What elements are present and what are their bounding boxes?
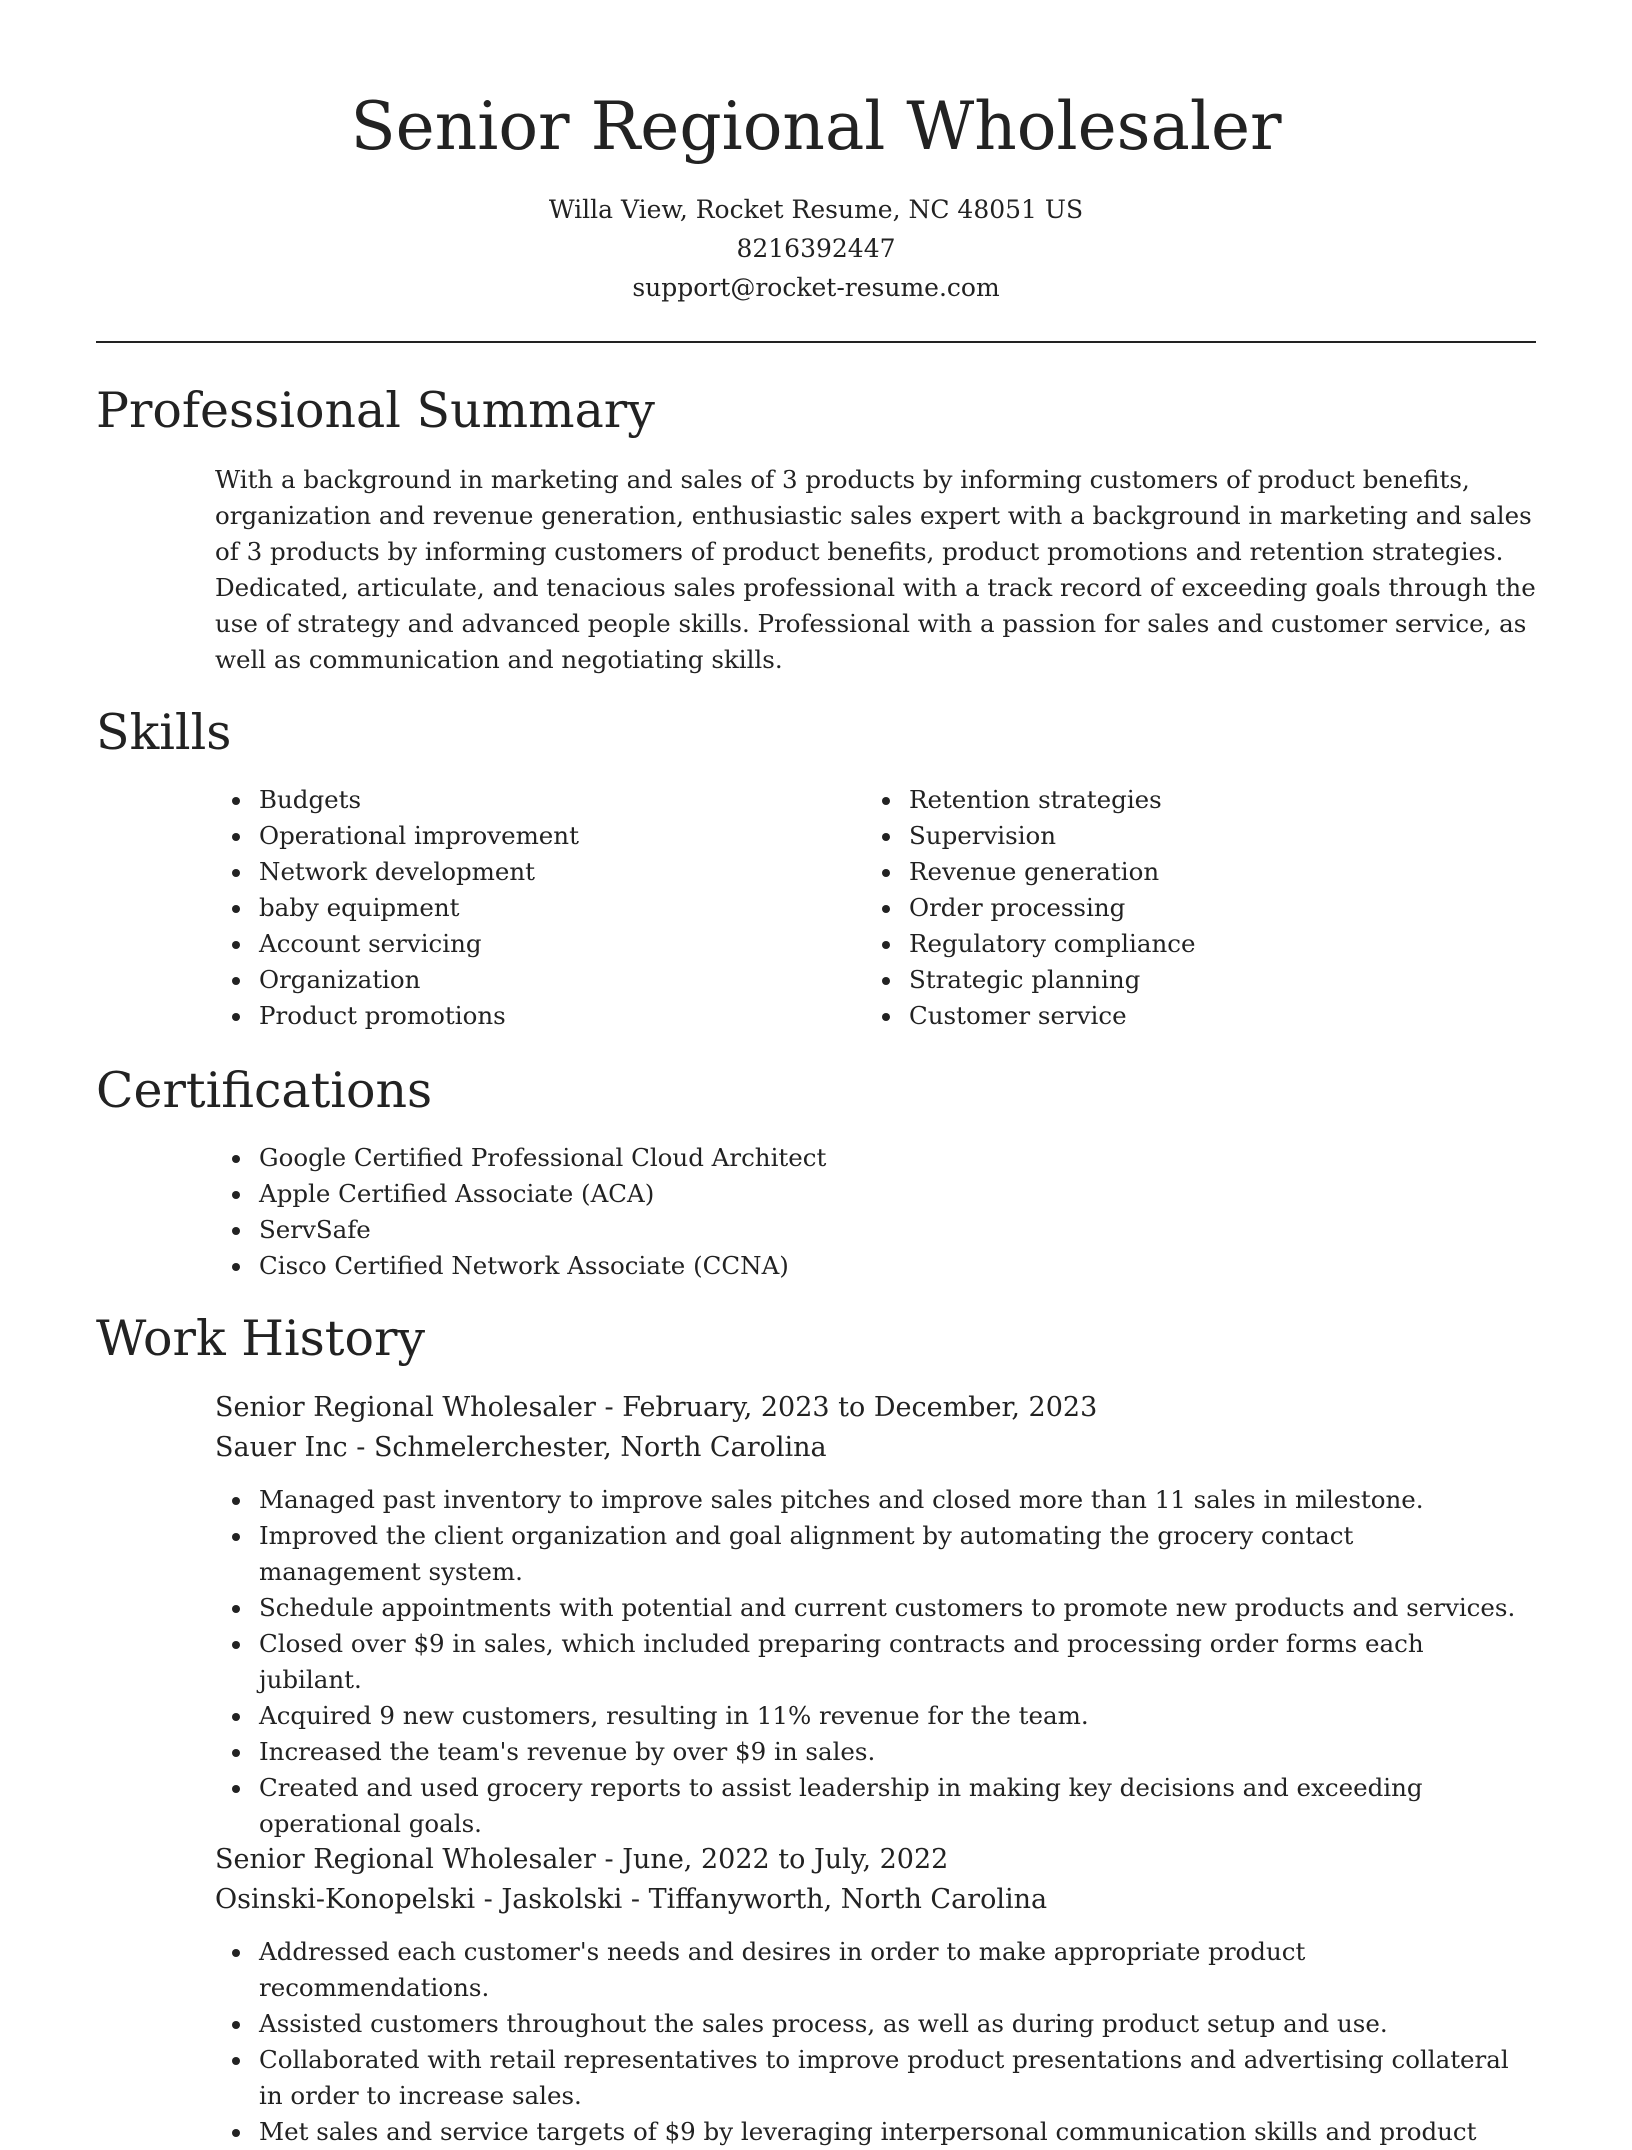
contact-address: Willa View, Rocket Resume, NC 48051 US (548, 195, 1084, 224)
job-duty: Addressed each customer's needs and desires in order to make appropriate product recommendations. (215, 1934, 1520, 2006)
header-divider (96, 341, 1536, 343)
skill-item: baby equipment (215, 890, 815, 926)
job-duty: Schedule appointments with potential and current customers to promote new products and services. (215, 1590, 1520, 1626)
skills-list-left (215, 782, 815, 1034)
separator: - (622, 1884, 649, 1915)
separator: - (595, 1844, 623, 1875)
job-company-line (215, 1428, 827, 1468)
summary-heading: Professional Summary (96, 382, 655, 439)
skill-item: Order processing (865, 890, 1515, 926)
job-company: Sauer Inc (215, 1432, 348, 1463)
job-duties-list (215, 1934, 1520, 2150)
work-history-heading: Work History (96, 1310, 426, 1367)
job-duty: Met sales and service targets of $9 by leveraging interpersonal communication skills and product (215, 2114, 1520, 2150)
skill-item: Customer service (865, 998, 1515, 1034)
skill-item: Network development (215, 854, 815, 890)
skill-item: Organization (215, 962, 815, 998)
job-duty: Collaborated with retail representatives to improve product presentations and advertising collateral in order to increase sales. (215, 2042, 1520, 2114)
skill-item: Supervision (865, 818, 1515, 854)
contact-email: support@rocket-resume.com (632, 273, 1000, 302)
certification-item: ServSafe (215, 1212, 1535, 1248)
job-location: Schmelerchester, North Carolina (373, 1432, 827, 1463)
separator: - (595, 1392, 623, 1423)
certification-item: Google Certified Professional Cloud Architect (215, 1140, 1535, 1176)
job-dates: June, 2022 to July, 2022 (622, 1844, 949, 1875)
job-dates: February, 2023 to December, 2023 (622, 1392, 1098, 1423)
job-duty: Closed over $9 in sales, which included preparing contracts and processing order forms each jubilant. (215, 1626, 1520, 1698)
separator: - (347, 1432, 374, 1463)
skill-item: Account servicing (215, 926, 815, 962)
skill-item: Operational improvement (215, 818, 815, 854)
job-title: Senior Regional Wholesaler (215, 1392, 596, 1423)
certification-item: Apple Certified Associate (ACA) (215, 1176, 1535, 1212)
job-duty: Created and used grocery reports to assist leadership in making key decisions and exceeding operational goals. (215, 1770, 1520, 1842)
job-company: Osinski-Konopelski - Jaskolski (215, 1884, 623, 1915)
skill-item: Retention strategies (865, 782, 1515, 818)
job-duty: Increased the team's revenue by over $9 in sales. (215, 1734, 1520, 1770)
job-duty: Managed past inventory to improve sales pitches and closed more than 11 sales in milestone. (215, 1482, 1520, 1518)
job-duty: Assisted customers throughout the sales process, as well as during product setup and use. (215, 2006, 1520, 2042)
job-duties-list (215, 1482, 1520, 1842)
skill-item: Budgets (215, 782, 815, 818)
certifications-heading: Certifications (96, 1062, 433, 1119)
job-title-line (215, 1840, 948, 1880)
skills-list-right (865, 782, 1515, 1034)
skill-item: Product promotions (215, 998, 815, 1034)
job-title-line (215, 1388, 1097, 1428)
skill-item: Revenue generation (865, 854, 1515, 890)
contact-block (0, 190, 1632, 307)
skill-item: Strategic planning (865, 962, 1515, 998)
summary-text: With a background in marketing and sales of 3 products by informing customers of product benefits, organization and revenue generation, enthusiastic sales expert with a background in marketing and sales of 3 products by informing customers of product benefits, product promotions and retention strategies. Dedicated, articulate, and tenacious sales professional with a track record of exceeding goals through the use of strategy and advanced people skills. Professional with a passion for sales and customer service, as well as communication and negotiating skills. (215, 465, 1536, 674)
skill-item: Regulatory compliance (865, 926, 1515, 962)
job-duty: Improved the client organization and goal alignment by automating the grocery contact management system. (215, 1518, 1520, 1590)
certification-item: Cisco Certified Network Associate (CCNA) (215, 1248, 1535, 1284)
certifications-list (215, 1140, 1535, 1284)
candidate-name: Senior Regional Wholesaler (350, 88, 1282, 165)
job-duty: Acquired 9 new customers, resulting in 11% revenue for the team. (215, 1698, 1520, 1734)
contact-phone: 8216392447 (736, 234, 896, 263)
job-title: Senior Regional Wholesaler (215, 1844, 596, 1875)
job-location: Tiffanyworth, North Carolina (648, 1884, 1048, 1915)
skills-heading: Skills (96, 704, 232, 761)
job-company-line (215, 1880, 1047, 1920)
